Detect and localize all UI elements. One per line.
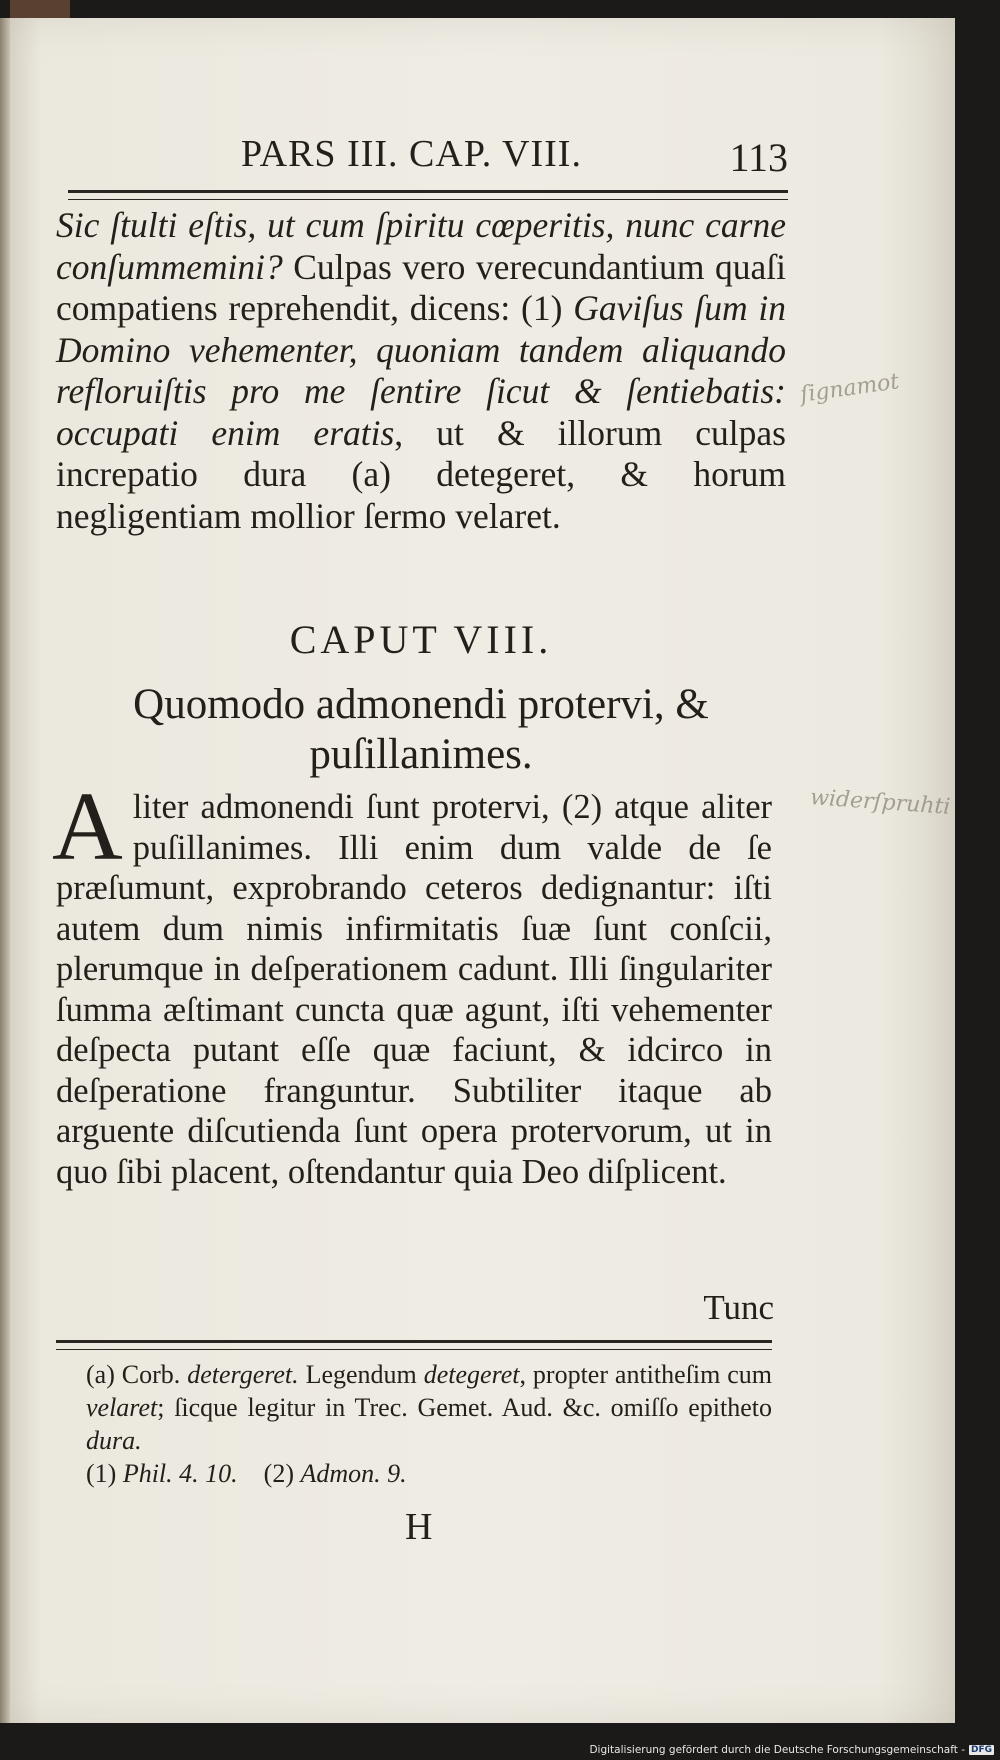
marginal-note-2: widerſpruhti bbox=[809, 785, 952, 820]
running-title: PARS III. CAP. VIII. bbox=[241, 133, 582, 175]
footnote-a-text-1: Legendum bbox=[305, 1360, 417, 1389]
body-line-italic-1: Sic ſtulti eſtis, ut cum ſpiritu cœperitis, bbox=[56, 205, 615, 245]
chapter-number: CAPUT VIII. bbox=[289, 617, 553, 662]
marginal-note-1: ſignamot bbox=[798, 369, 901, 408]
footnote-2-ref: Admon. 9. bbox=[300, 1459, 407, 1488]
footnote-refs bbox=[56, 1457, 772, 1490]
footnote-a-text-2: , propter antitheſim cum bbox=[519, 1360, 773, 1389]
page-header bbox=[66, 132, 788, 182]
chapter-body bbox=[52, 773, 772, 1192]
header-rule bbox=[68, 190, 788, 200]
spine-edge bbox=[0, 18, 10, 1723]
signature-mark: H bbox=[405, 1506, 433, 1548]
credit-text: Digitalisierung gefördert durch die Deutsche Forschungsgemeinschaft - bbox=[589, 1744, 965, 1756]
footnote-1-marker: (1) bbox=[86, 1459, 117, 1488]
chapter-text: liter admonendi ſunt protervi, (2) atque aliter puſillanimes. Illi enim dum valde de ſe præſumunt, exprobrando ceteros dedignantur: iſti autem dum nimis infirmitatis ſuæ ſunt conſcii, plerumque in deſperationem cadunt. Illi ſingulariter ſumma æſtimant cuncta quæ agunt, iſti vehementer deſpecta putant eſſe quæ faciunt, & idcirco in deſperatione franguntur. Subtiliter itaque ab arguente diſcutienda ſunt opera protervorum, ut in quo ſibi placent, oſtendantur quia Deo diſplicent. bbox=[56, 788, 772, 1191]
body-line-italic-2: nunc carne conſummemini? bbox=[56, 205, 786, 287]
chapter-title: Quomodo admonendi protervi, & puſillanimes. bbox=[133, 681, 709, 778]
body-line-italic-4: Gaviſus ſum in Domino vehementer, quoniam tandem aliquando refloruiſtis pro me ſentire ſicut & ſentiebatis: occupati enim eratis bbox=[56, 288, 787, 453]
footnote-a bbox=[56, 1358, 772, 1457]
footnote-a-omitted: dura. bbox=[86, 1426, 142, 1455]
body-text bbox=[56, 205, 786, 537]
dfg-logo-icon: DFG bbox=[970, 1745, 992, 1755]
footnote-rule bbox=[56, 1340, 772, 1350]
body-line-5: , ut & illorum culpas increpatio dura (a) detegeret, & horum negligentiam mollior ſermo velaret. bbox=[56, 412, 786, 536]
body-line-3: Culpas vero verecundantium quaſi compatiens reprehendit, dicens: (1) bbox=[56, 246, 786, 328]
drop-cap: A bbox=[52, 773, 123, 881]
footnote-a-source: (a) Corb. bbox=[86, 1360, 181, 1389]
footnotes bbox=[56, 1358, 772, 1490]
footnote-2-marker: (2) bbox=[263, 1459, 294, 1488]
footnote-1-ref: Phil. 4. 10. bbox=[122, 1459, 238, 1488]
footnote-a-antithesis: velaret bbox=[86, 1393, 158, 1422]
catchword: Tunc bbox=[703, 1288, 774, 1327]
footnote-a-variant: detergeret. bbox=[187, 1360, 299, 1389]
footnote-a-text-3: ; ſicque legitur in Trec. Gemet. Aud. &c. omiſſo epitheto bbox=[157, 1393, 772, 1422]
page-number: 113 bbox=[729, 135, 788, 180]
digitization-credit bbox=[589, 1744, 994, 1756]
footnote-a-reading: detegeret bbox=[423, 1360, 520, 1389]
